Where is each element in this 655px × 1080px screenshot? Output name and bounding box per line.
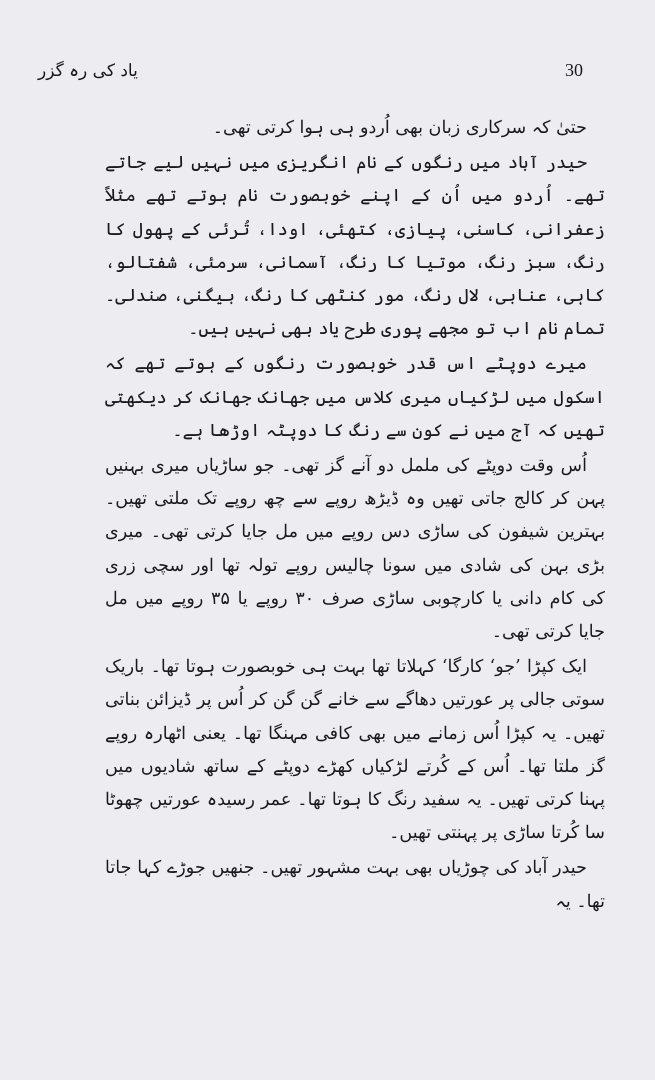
paragraph: اُس وقت دوپٹے کی ململ دو آنے گز تھی۔ جو ساڑیاں میری بہنیں پہن کر کالج جاتی تھیں وہ ڈیڑھ روپے سے چھ روپے تک ملتی تھیں۔ بہترین شیفون کی ساڑی دس روپے میں مل جایا کرتی تھی۔ میری بڑی بہن کی شادی میں سونا چالیس روپے تولہ تھا اور سچی زری کی کام دانی یا کارچوبی ساڑی صرف ۳۰ روپے یا ۳۵ روپے میں مل جایا کرتی تھی۔ <box>105 456 605 643</box>
page-number: 30 <box>565 60 583 80</box>
paragraph: میرے دوپٹے اس قدر خوبصورت رنگوں کے ہوتے تھے کہ اسکول میں لڑکیاں میری کلاس میں جھانک جھانک کر دیکھتی تھیں کہ آج میں نے کون سے رنگ کا دوپٹہ اوڑھا ہے۔ <box>105 354 605 441</box>
paragraph: حیدر آباد کی چوڑیاں بھی بہت مشہور تھیں۔ جنھیں جوڑے کہا جاتا تھا۔ یہ <box>105 858 605 912</box>
paragraph: حتیٰ کہ سرکاری زبان بھی اُردو ہی ہوا کرتی تھی۔ <box>212 118 587 138</box>
running-title: یاد کی رہ گزر <box>38 61 138 81</box>
paragraph: حیدر آباد میں رنگوں کے نام انگریزی میں نہیں لیے جاتے تھے۔ اُردو میں اُن کے اپنے خوبصورت نام ہوتے تھے مثلاً زعفرانی، کاسنی، پیازی، کتھئی، اودا، تُرئی کے پھول کا رنگ، سبز رنگ، موتیا کا رنگ، آسمانی، سرمئی، شفتالو، کاہی، عنابی، لال رنگ، مور کنٹھی کا رنگ، بیگنی، صندلی۔ تمام نام اب تو مجھے پوری طرح یاد بھی نہیں ہیں۔ <box>105 153 605 340</box>
body-text <box>105 112 605 921</box>
paragraph: ایک کپڑا ’جو‘ کارگا‘ کہلاتا تھا بہت ہی خوبصورت ہوتا تھا۔ باریک سوتی جالی پر عورتیں دھاگے سے خانے گن گن کر اُس پر ڈیزائن بناتی تھیں۔ یہ کپڑا اُس زمانے میں بھی کافی مہنگا تھا۔ یعنی اٹھارہ روپے گز ملتا تھا۔ اُس کے کُرتے لڑکیاں کھڑے دوپٹے کے ساتھ شادیوں میں پہنا کرتی تھیں۔ یہ سفید رنگ کا ہوتا تھا۔ عمر رسیدہ عورتیں چھوٹا سا کُرتا ساڑی پر پہنتی تھیں۔ <box>105 657 605 844</box>
